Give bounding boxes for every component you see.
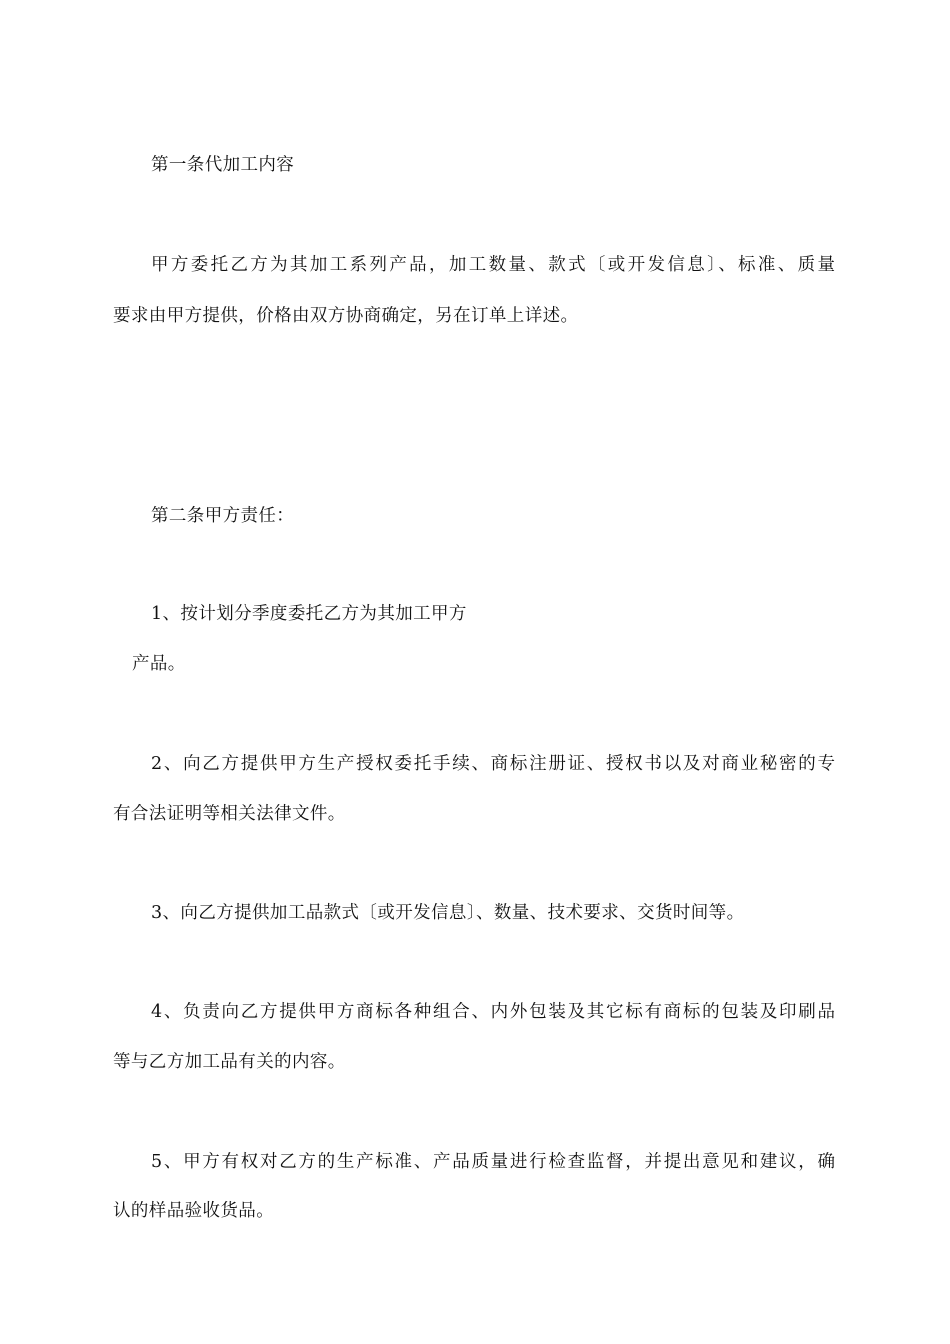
article1-heading: 第一条代加工内容 xyxy=(151,155,295,175)
article1-paragraph-line2: 要求由甲方提供，价格由双方协商确定，另在订单上详述。 xyxy=(113,306,579,326)
article1-paragraph-line1: 甲方委托乙方为其加工系列产品，加工数量、款式〔或开发信息〕、标准、质量 xyxy=(151,255,835,275)
item5-line1: 5、甲方有权对乙方的生产标准、产品质量进行检查监督，并提出意见和建议，确 xyxy=(151,1152,835,1172)
item4-line1: 4、负责向乙方提供甲方商标各种组合、内外包装及其它标有商标的包装及印刷品 xyxy=(151,1002,835,1022)
item4-line2: 等与乙方加工品有关的内容。 xyxy=(113,1052,346,1072)
article2-heading: 第二条甲方责任： xyxy=(151,506,295,526)
item1-line2: 产品。 xyxy=(132,654,186,674)
item2-line1: 2、向乙方提供甲方生产授权委托手续、商标注册证、授权书以及对商业秘密的专 xyxy=(151,754,835,774)
item5-line2: 认的样品验收货品。 xyxy=(113,1201,275,1221)
item1-line1: 1、按计划分季度委托乙方为其加工甲方 xyxy=(151,604,467,624)
item2-line2: 有合法证明等相关法律文件。 xyxy=(113,804,346,824)
item3-line1: 3、向乙方提供加工品款式〔或开发信息〕、数量、技术要求、交货时间等。 xyxy=(151,903,745,923)
